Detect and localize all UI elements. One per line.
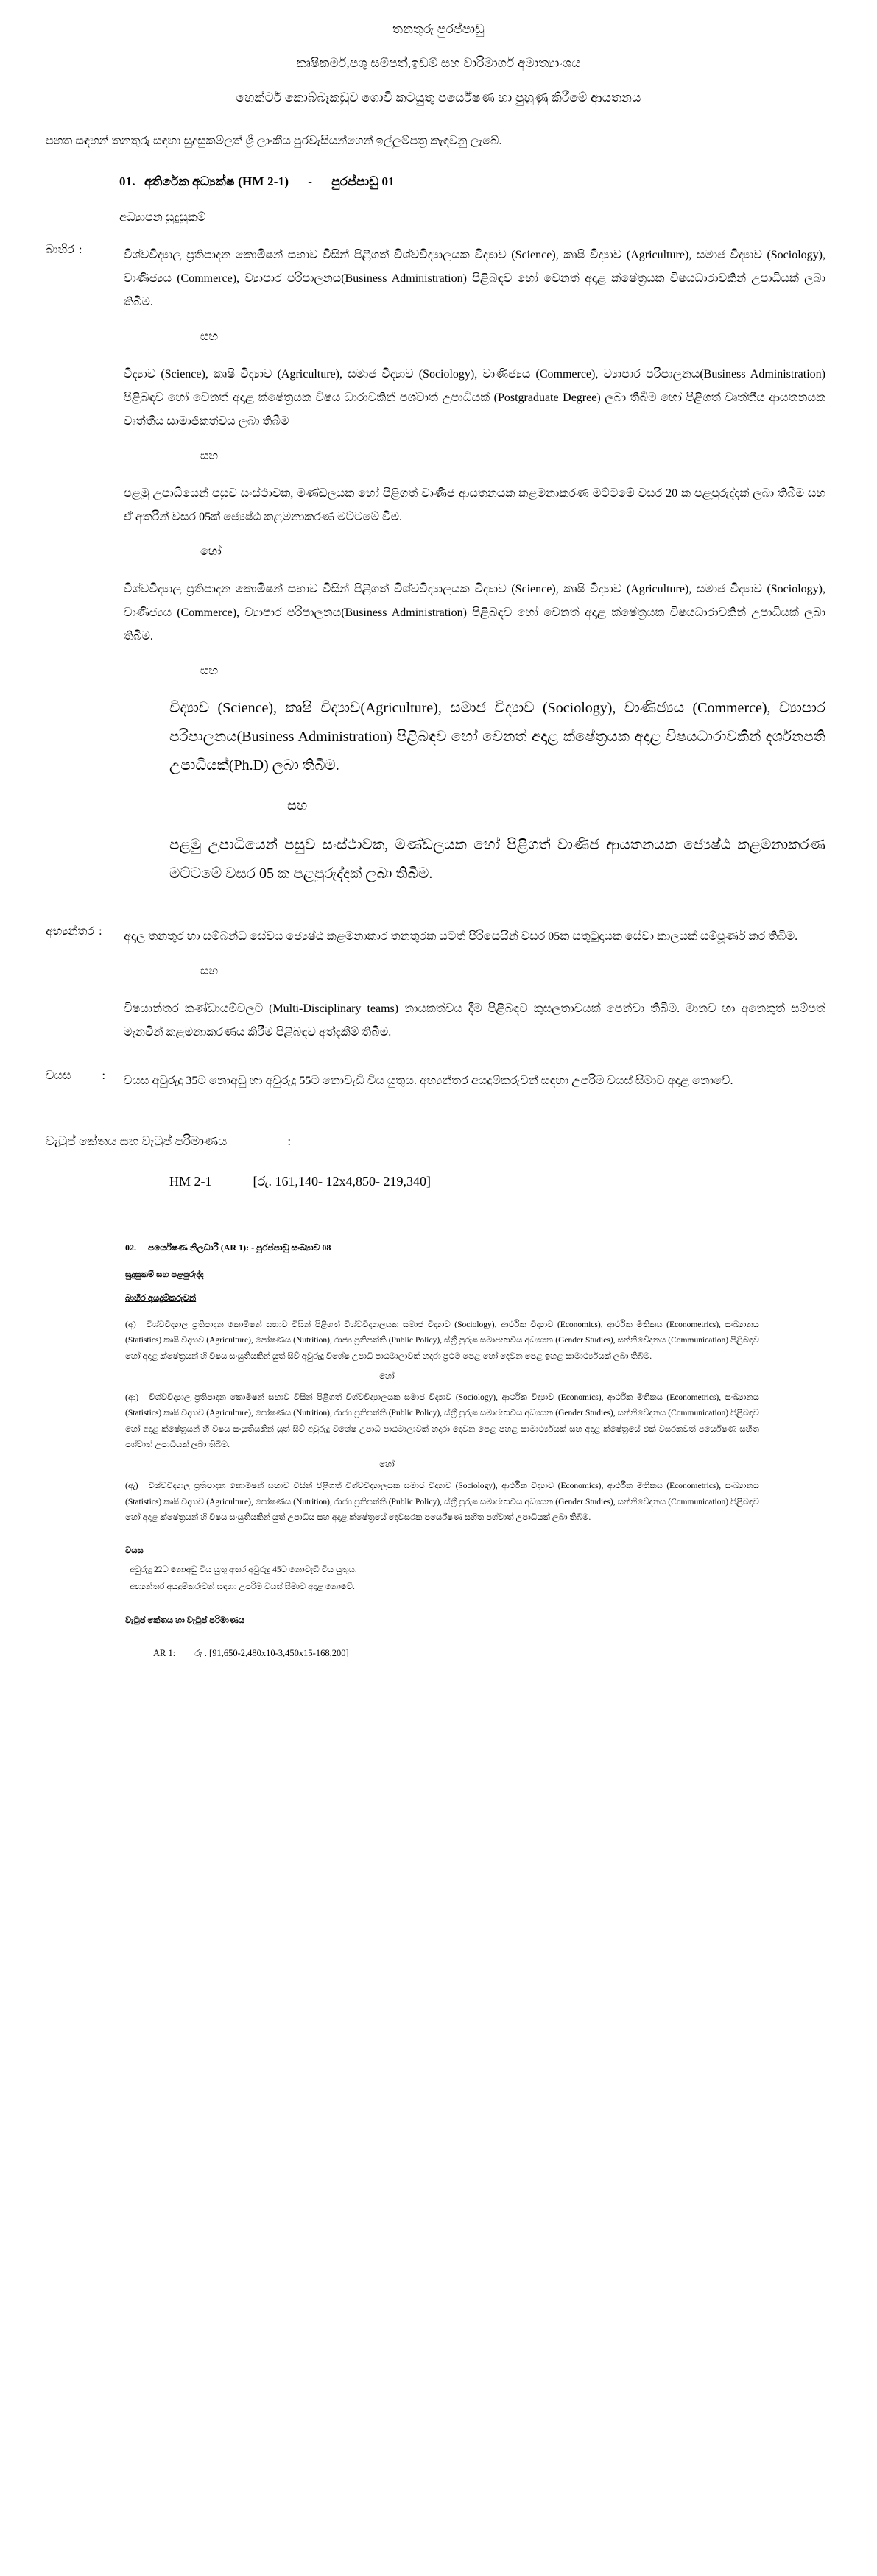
post-1-external-row-2 <box>0 363 877 434</box>
header-institute-name: හෙක්ටර් කොබ්බෑකඩුව ගොවි කටයුතු පර්යේෂණ හා පුහුණු කිරීමේ ආයතනය <box>236 90 641 105</box>
post-1-external-row-3 <box>0 482 877 529</box>
salary-heading-text: වැටුප් කේතය සහ වැටුප් පරිමාණය <box>46 1133 228 1148</box>
external-label-colon: : <box>78 243 82 256</box>
document-header <box>0 0 877 105</box>
header-title-vacancies: තනතුරු පුරප්පාඩු <box>392 22 485 36</box>
post-2-qualification-heading: සුදුසුකම් සහ පළපුරුද්ද <box>125 1270 204 1280</box>
internal-label <box>0 925 124 938</box>
external-para-4: විශ්වවිද්‍යාල ප්‍රතිපාදන කොමිෂන් සභාව විසින් පිළිගත් විශ්වවිද්‍යාලයක විද්‍යාව (Science), කෘෂි විද්‍යාව (Agriculture), සමාජ විද්‍යාව (Sociology), වාණිජ්‍යය (Commerce), ව්‍යාපාර පරිපාලනය(Business Administration) පිළිබඳව හෝ වෙනත් අදාළ ක්ෂේත්‍රයක විෂයධාරාවකින් උපාධියක් ලබා තිබීම. <box>124 582 825 643</box>
post-1-external-row-4 <box>0 578 877 648</box>
post-2-conjunction-or-2: හෝ <box>379 1460 395 1470</box>
post-1-salary-heading <box>0 1134 877 1149</box>
post-1-dash: - <box>308 174 313 188</box>
external-para-3: පළමු උපාධියෙන් පසුව සංස්ථාවක, මණ්ඩලයක හෝ පිළිගත් වාණිජ ආයතනයක කළමනාකරණ මට්ටමේ වසර 20 ක පළපුරුද්දක් ලබා තිබීම සහ ඒ අතරින් වසර 05ක් ජ්‍යෙෂ්ඨ කළමනාකරණ මට්ටමේ වීම. <box>124 486 825 523</box>
conjunction-or-1: හෝ <box>200 545 222 558</box>
post-2-item-b-text: විශ්වවිද්‍යාල ප්‍රතිපාදන කොමිෂන් සභාව විසින් පිළිගත් විශ්වවිද්‍යාලයක සමාජ විද්‍යාව (Sociology), ආර්ථික විද්‍යාව (Economics), ආර්ථික මිතිකය (Econometrics), සංඛ්‍යානය (Statistics) කෘෂි විද්‍යාව (Agriculture), පෝෂණය (Nutrition), රාජ්‍ය ප්‍රතිපත්ති (Public Policy), ස්ත්‍රී පුරුෂ සමාජභාවීය අධ්‍යයන (Gender Studies), සන්නිවේදනය (Communication) පිළිබඳව හෝ අදාළ ක්ෂේත්‍රයන් හි විෂය සංයුතියකින් යුත් සිව් අවුරුදු විශේෂ උපාධි පාඨමාලාවක් හදාරා දෙවන පෙළ පහළ සාමාර්ථ්‍යයක් සහ අදාළ ක්ෂේත්‍රයේ එක් වසරකවත් පර්යේෂණ සහිත පශ්චාත් උපාධියක් ලබා තිබීම. <box>125 1393 759 1449</box>
post-1-external-row-1 <box>0 244 877 314</box>
post-2-external-applicants-heading: බාහිර අයදුම්කරුවන් <box>125 1294 197 1303</box>
intro-paragraph: පහත සඳහන් තනතුරු සඳහා සුදුසුකම්ලත් ශ්‍රී ලාංකීය පුරවැසියන්ගෙන් ඉල්ලුම්පත්‍ර කැඳවනු ලැබේ. <box>46 135 502 148</box>
post-1-salary-code: HM 2-1 <box>169 1173 212 1189</box>
external-label-text: බාහිර <box>46 243 74 256</box>
post-2-section <box>0 1241 877 1661</box>
conjunction-and-5: සහ <box>200 964 219 977</box>
post-2-age-line-1: අවුරුදු 22ට නොඅඩු විය යුතු අතර අවුරුදු 45ට නොවැඩි විය යුතුය. <box>130 1565 357 1574</box>
internal-label-text: අභ්‍යන්තර <box>46 924 95 938</box>
post-1-salary-scale: [රු. 161,140- 12x4,850- 219,340] <box>253 1173 432 1189</box>
post-2-age-line-2: අභ්‍යන්තර අයදුම්කරුවන් සඳහා උපරිම වයස් සීමාව අදාළ නොවේ. <box>130 1582 355 1592</box>
post-2-salary-heading: වැටුප් කේතය හා වැටුප් පරිමාණය <box>125 1616 245 1625</box>
post-2-item-c-tag: (ඇ) <box>125 1482 138 1491</box>
post-2-item-a-text: විශ්වවිද්‍යාල ප්‍රතිපාදන කොමිෂන් සභාව විසින් පිළිගත් විශ්වවිද්‍යාලයක සමාජ විද්‍යාව (Sociology), ආර්ථික විද්‍යාව (Economics), ආර්ථික මිතිකය (Econometrics), සංඛ්‍යානය (Statistics) කෘෂි විද්‍යාව (Agriculture), පෝෂණය (Nutrition), රාජ්‍ය ප්‍රතිපත්ති (Public Policy), ස්ත්‍රී පුරුෂ සමාජභාවීය අධ්‍යයන (Gender Studies), සන්නිවේදනය (Communication) පිළිබඳව හෝ අදාළ ක්ෂේත්‍රයන් හි විෂය සංයුතියකින් යුත් සිව් අවුරුදු විශේෂ උපාධි පාඨමාලාවක් හදාරා ප්‍රථම පෙළ හෝ දෙවන පෙළ ඉහළ සාමාර්ථ්‍යයක් ලබා තිබීම. <box>125 1320 759 1361</box>
conjunction-and-2: සහ <box>200 449 219 462</box>
internal-para-1: අදාල තනතුර හා සම්බන්ධ සේවය ජ්‍යෙෂ්ඨ කළමනාකාර තනතුරක යටත් පිරිසෙයින් වසර 05ක සතුටුදායක සේවා කාලයක් සම්පූර්ණ කර තිබීම. <box>124 930 798 943</box>
post-2-item-c <box>125 1479 759 1526</box>
external-para-2: විද්‍යාව (Science), කෘෂි විද්‍යාව (Agriculture), සමාජ විද්‍යාව (Sociology), වාණිජ්‍යය (Commerce), ව්‍යාපාර පරිපාලනය(Business Administration) පිළිබඳව හෝ වෙනත් අදාළ ක්ෂේත්‍රයක විෂය ධාරාවකින් පශ්චාත් උපාධියක් (Postgraduate Degree) ලබා තිබීම හෝ පිළිගත් වෘත්තීය ආයතනයක වෘත්තීය සාමාජිකත්වය ලබා තිබීම <box>124 367 825 428</box>
post-1-number: 01. <box>119 174 135 188</box>
post-2-number: 02. <box>125 1242 136 1253</box>
post-2-heading <box>125 1241 759 1255</box>
post-2-salary-code: AR 1: <box>153 1648 176 1659</box>
age-label-text: වයස <box>46 1069 71 1082</box>
post-1-internal-row-2 <box>0 997 877 1044</box>
post-2-item-b <box>125 1390 759 1453</box>
conjunction-and-3: සහ <box>200 664 219 677</box>
external-para-1: විශ්වවිද්‍යාල ප්‍රතිපාදන කොමිෂන් සභාව විසින් පිළිගත් විශ්වවිද්‍යාලයක විද්‍යාව (Science), කෘෂි විද්‍යාව (Agriculture), සමාජ විද්‍යාව (Sociology), වාණිජ්‍යය (Commerce), ව්‍යාපාර පරිපාලනය(Business Administration) පිළිබඳව හෝ වෙනත් අදාළ ක්ෂේත්‍රයක විෂයධාරාවකින් උපාධියක් ලබා තිබීම. <box>124 248 825 308</box>
post-2-item-b-tag: (ආ) <box>125 1393 139 1403</box>
post-1-vacancy-count: පුරප්පාඩු 01 <box>331 174 395 188</box>
salary-heading-colon: : <box>287 1133 292 1148</box>
post-1-internal-row-1 <box>0 925 877 949</box>
post-1-age-row <box>0 1069 877 1093</box>
post-1-qualification-heading: අධ්‍යාපන සුදුසුකම් <box>119 210 206 224</box>
internal-para-2: විෂයාන්තර කණ්ඩායම්වලට (Multi-Disciplinary teams) නායකත්වය දීම පිළිබඳව කුසලතාවයක් පෙන්වා තිබීම. මානව හා අනෙකුත් සම්පත් මැනවින් කළමනාකරණය කිරීම පිළිබඳව අත්දැකීම් තිබීම. <box>124 1002 825 1038</box>
post-1-heading <box>0 174 877 189</box>
post-2-item-a <box>125 1317 759 1365</box>
post-2-salary-row <box>125 1646 759 1660</box>
post-2-conjunction-or-1: හෝ <box>379 1371 395 1381</box>
age-label-colon: : <box>102 1069 105 1082</box>
age-paragraph: වයස අවුරුදු 35ට නොඅඩු හා අවුරුදු 55ට නොවැඩි විය යුතුය. අභ්‍යන්තර අයදුම්කරුවන් සඳහා උපරිම වයස් සීමාව අදාළ නොවේ. <box>124 1074 733 1087</box>
post-2-item-c-text: විශ්වවිද්‍යාල ප්‍රතිපාදන කොමිෂන් සභාව විසින් පිළිගත් විශ්වවිද්‍යාලයක සමාජ විද්‍යාව (Sociology), ආර්ථික විද්‍යාව (Economics), ආර්ථික මිතිකය (Econometrics), සංඛ්‍යානය (Statistics) කෘෂි විද්‍යාව (Agriculture), පෝෂණය (Nutrition), රාජ්‍ය ප්‍රතිපත්ති (Public Policy), ස්ත්‍රී පුරුෂ සමාජභාවීය අධ්‍යයන (Gender Studies), සන්නිවේදනය (Communication) පිළිබඳව හෝ අදාළ ක්ෂේත්‍රයන් හි විෂය සංයුතියකින් යුත් උපාධිය සහ අදාළ ක්ෂේත්‍රයේ දෙවසරක පර්යේෂණ සහිත පශ්චාත් උපාධියක් ලබා තිබීම. <box>125 1482 759 1522</box>
post-2-title: පර්යේෂණ නිලධාරී (AR 1): - පුරප්පාඩු සංඛ්‍යාව 08 <box>148 1242 331 1253</box>
external-label <box>0 244 124 257</box>
post-1-phd-experience-paragraph: පළමු උපාධියෙන් පසුව සංස්ථාවක, මණ්ඩලයක හෝ පිළිගත් වාණිජ ආයතනයක ජ්‍යෙෂ්ඨ කළමනාකරණ මට්ටමේ වසර 05 ක පළපුරුද්දක් ලබා තිබීම. <box>169 836 825 882</box>
post-2-item-a-tag: (අ) <box>125 1320 136 1329</box>
internal-label-colon: : <box>99 924 102 938</box>
post-2-salary-scale: රු . [91,650-2,480x10-3,450x15-168,200] <box>194 1648 349 1659</box>
post-2-age-heading: වයස <box>125 1546 144 1556</box>
age-label <box>0 1069 124 1083</box>
post-1-phd-paragraph: විද්‍යාව (Science), කෘෂි විද්‍යාව(Agriculture), සමාජ විද්‍යාව (Sociology), වාණිජ්‍යය (Commerce), ව්‍යාපාර පරිපාලනය(Business Administration) පිළිබඳව හෝ වෙනත් අදාළ ක්ෂේත්‍රයක අදාළ විෂයධාරාවකින් දර්ශනපති උපාධියක්(Ph.D) ලබා තිබීම. <box>169 699 825 774</box>
post-1-title: අතිරේක අධ්‍යක්ෂ (HM 2-1) <box>144 174 289 188</box>
conjunction-and-4: සහ <box>287 797 308 813</box>
post-1-salary-line <box>0 1174 877 1189</box>
conjunction-and-1: සහ <box>200 330 219 343</box>
header-ministry-name: කෘෂිකර්ම,පශු සම්පත්,ඉඩම් සහ වාරිමාර්ග අමාත්‍යාංශය <box>296 56 581 71</box>
